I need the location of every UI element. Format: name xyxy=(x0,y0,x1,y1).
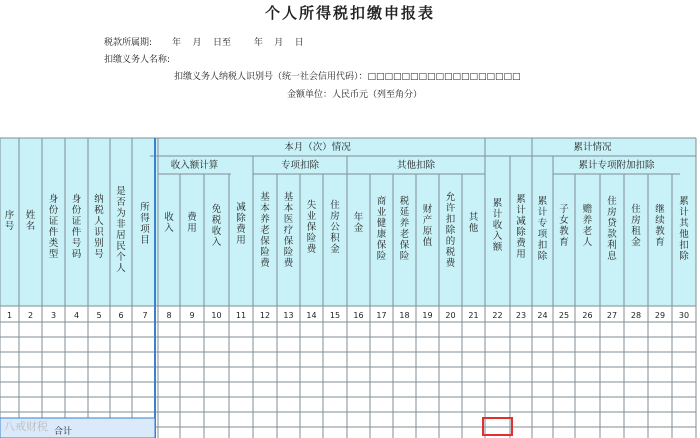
column-label-13: 基本医疗保险费 xyxy=(283,192,294,269)
column-number-4: 4 xyxy=(73,311,80,320)
column-number-1: 1 xyxy=(6,311,13,320)
column-label-23: 累计减除费用 xyxy=(516,194,526,260)
column-label-11: 减除费用 xyxy=(236,202,246,246)
column-number-13: 13 xyxy=(283,311,294,320)
column-number-14: 14 xyxy=(306,311,317,320)
column-number-5: 5 xyxy=(96,311,102,320)
column-label-3: 身份证件类型 xyxy=(48,194,59,260)
form-title: 个人所得税扣缴申报表 xyxy=(264,4,435,22)
header-other-deduction: 其他扣除 xyxy=(396,160,435,171)
column-label-4: 身份证件号码 xyxy=(71,194,82,260)
column-label-17: 商业健康保险 xyxy=(376,196,387,262)
header-cum-special-additional: 累计专项附加扣除 xyxy=(578,160,655,171)
column-label-27: 住房贷款利息 xyxy=(607,196,617,262)
column-label-6: 是否为非居民个人 xyxy=(116,186,126,274)
total-row-label: 合计 xyxy=(54,427,73,437)
watermark-logo: 八戒财税 xyxy=(4,420,48,433)
column-number-15: 15 xyxy=(329,311,341,320)
column-label-5: 纳税人识别号 xyxy=(94,194,104,260)
column-number-21: 21 xyxy=(468,311,479,320)
column-label-21: 其他 xyxy=(468,212,479,234)
header-special-deduction: 专项扣除 xyxy=(280,160,319,171)
column-number-28: 28 xyxy=(630,311,642,320)
column-label-24: 累计专项扣除 xyxy=(537,196,548,262)
column-label-1: 序号 xyxy=(4,210,15,232)
column-label-14: 失业保险费 xyxy=(306,200,317,255)
column-label-12: 基本养老保险费 xyxy=(260,192,270,269)
column-number-27: 27 xyxy=(606,311,618,320)
header-current-month: 本月（次）情况 xyxy=(284,142,351,153)
column-label-20: 允许扣除的税费 xyxy=(445,192,456,269)
column-label-25: 子女教育 xyxy=(559,204,569,248)
column-label-18: 税延养老保险 xyxy=(399,196,410,262)
column-number-23: 23 xyxy=(515,311,527,320)
column-label-28: 住房租金 xyxy=(631,204,641,248)
currency-unit-line: 金额单位：人民币元（列至角分） xyxy=(287,90,423,100)
column-number-10: 10 xyxy=(211,311,222,320)
column-label-22: 累计收入额 xyxy=(492,198,503,253)
column-label-29: 继续教育 xyxy=(655,204,665,248)
column-number-30: 30 xyxy=(678,311,690,320)
column-label-2: 姓名 xyxy=(25,210,36,232)
column-label-7: 所得项目 xyxy=(140,202,150,246)
column-number-11: 11 xyxy=(235,311,247,320)
tax-period-line: 税款所属期: 年 月 日至 年 月 日 xyxy=(104,38,304,48)
header-income-calc: 收入额计算 xyxy=(170,160,219,171)
column-label-8: 收入 xyxy=(164,212,174,234)
column-number-8: 8 xyxy=(166,311,172,320)
column-label-9: 费用 xyxy=(187,212,197,234)
column-label-15: 住房公积金 xyxy=(330,200,340,255)
column-label-19: 财产原值 xyxy=(422,204,433,248)
column-number-25: 25 xyxy=(558,311,570,320)
column-number-3: 3 xyxy=(50,311,57,320)
header-cumulative: 累计情况 xyxy=(573,142,612,153)
column-number-6: 6 xyxy=(118,311,124,320)
column-number-26: 26 xyxy=(582,311,593,320)
column-number-29: 29 xyxy=(654,311,666,320)
column-label-10: 免税收入 xyxy=(211,204,222,248)
column-label-16: 年金 xyxy=(353,212,364,234)
column-number-18: 18 xyxy=(399,311,410,320)
agent-id-line: 扣缴义务人纳税人识别号（统一社会信用代码）：□□□□□□□□□□□□□□□□□□ xyxy=(174,72,521,82)
column-number-17: 17 xyxy=(376,311,387,320)
column-number-2: 2 xyxy=(27,311,34,320)
column-number-19: 19 xyxy=(422,311,433,320)
column-number-22: 22 xyxy=(492,311,503,320)
column-number-20: 20 xyxy=(445,311,456,320)
column-number-9: 9 xyxy=(189,311,195,320)
agent-name-line: 扣缴义务人名称: xyxy=(104,55,171,65)
column-number-24: 24 xyxy=(537,311,548,320)
column-label-26: 赡养老人 xyxy=(582,204,593,248)
column-number-7: 7 xyxy=(142,311,148,320)
column-number-16: 16 xyxy=(353,311,364,320)
column-number-12: 12 xyxy=(259,311,271,320)
column-label-30: 累计其他扣除 xyxy=(679,196,689,262)
